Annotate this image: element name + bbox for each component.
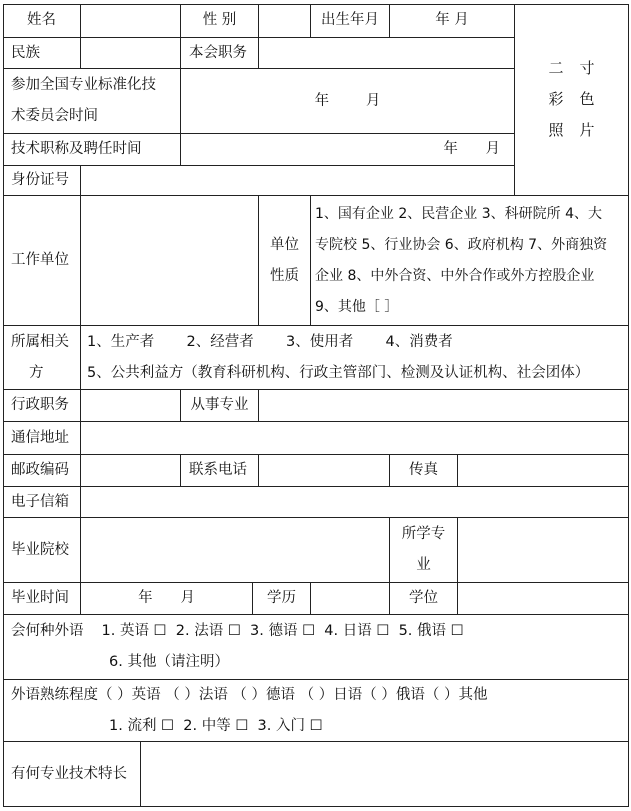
postcode-label: 邮政编码 [3, 455, 81, 487]
foreign-language-row[interactable] [3, 615, 629, 680]
phone-label: 联系电话 [181, 455, 259, 487]
major-label-line2: 业 [416, 557, 431, 573]
address-field[interactable] [81, 422, 629, 455]
admin-post-label: 行政职务 [3, 390, 81, 422]
major-field[interactable] [458, 518, 629, 583]
education-label: 学历 [253, 583, 311, 615]
id-number-label: 身份证号 [3, 166, 81, 196]
fax-field[interactable] [458, 455, 629, 487]
committee-time-label-line1: 参加全国专业标准化技 [11, 77, 156, 93]
title-time-label: 技术职称及聘任时间 [3, 134, 181, 166]
employer-nature-option-line2: 专院校 5、行业协会 6、政府机构 7、外商独资 [315, 236, 608, 253]
gender-field[interactable] [259, 4, 311, 38]
major-label-line1: 所学专 [401, 526, 446, 542]
employer-nature-option-line4: 9、其他［ ］ [315, 298, 399, 315]
grad-time-label: 毕业时间 [3, 583, 81, 615]
language-proficiency-row[interactable] [3, 680, 629, 742]
stakeholder-label [3, 326, 81, 390]
stakeholder-options[interactable] [81, 326, 629, 390]
stakeholder-label-line1: 所属相关 [11, 333, 69, 350]
phone-field[interactable] [259, 455, 390, 487]
ethnicity-field[interactable] [81, 38, 181, 69]
id-number-field[interactable] [81, 166, 515, 196]
foreign-language-options-line1: 1. 英语 ☐ 2. 法语 ☐ 3. 德语 ☐ 4. 日语 ☐ 5. 俄语 ☐ [101, 623, 464, 639]
employer-nature-option-line3: 企业 8、中外合资、中外合作或外方控股企业 [315, 267, 595, 284]
post-field[interactable] [259, 38, 515, 69]
photo-text-line1: 二寸 [548, 59, 611, 77]
school-label: 毕业院校 [3, 518, 81, 583]
gender-label: 性 别 [181, 4, 259, 38]
admin-post-field[interactable] [81, 390, 181, 422]
address-label: 通信地址 [3, 422, 81, 455]
title-time-field[interactable]: 年 月 [181, 134, 515, 166]
employer-nature-options[interactable] [311, 196, 629, 326]
foreign-language-options-line2: 6. 其他（请注明） [109, 654, 229, 670]
post-label: 本会职务 [181, 38, 259, 69]
birth-field[interactable]: 年 月 [390, 4, 515, 38]
employer-nature-label [259, 196, 311, 326]
name-label: 姓名 [3, 4, 81, 38]
committee-time-label-line2: 术委员会时间 [11, 108, 98, 124]
postcode-field[interactable] [81, 455, 181, 487]
email-field[interactable] [81, 487, 629, 518]
specialty-label: 从事专业 [181, 390, 259, 422]
degree-label: 学位 [390, 583, 458, 615]
foreign-language-label: 会何种外语 [11, 623, 84, 639]
committee-time-label [3, 69, 181, 134]
email-label: 电子信箱 [3, 487, 81, 518]
photo-box [515, 4, 629, 196]
stakeholder-option-line2: 5、公共利益方（教育科研机构、行政主管部门、检测及认证机构、社会团体） [87, 364, 590, 381]
employer-nature-option-line1: 1、国有企业 2、民营企业 3、科研院所 4、大 [315, 205, 602, 222]
employer-nature-label-line2: 性质 [270, 267, 299, 284]
specialty-field[interactable] [259, 390, 629, 422]
photo-text-line2: 彩色 [548, 90, 611, 108]
stakeholder-option-line1: 1、生产者 2、经营者 3、使用者 4、消费者 [87, 333, 453, 350]
major-label [390, 518, 458, 583]
name-field[interactable] [81, 4, 181, 38]
fax-label: 传真 [390, 455, 458, 487]
language-proficiency-line2: 1. 流利 ☐ 2. 中等 ☐ 3. 入门 ☐ [109, 717, 323, 734]
stakeholder-label-line2: 方 [29, 364, 44, 381]
ethnicity-label: 民族 [3, 38, 81, 69]
photo-text-line3: 照片 [548, 121, 611, 139]
birth-label: 出生年月 [311, 4, 390, 38]
committee-time-field[interactable]: 年 月 [181, 69, 515, 134]
education-field[interactable] [311, 583, 390, 615]
employer-nature-label-line1: 单位 [270, 236, 299, 253]
employer-field[interactable] [81, 196, 259, 326]
foreign-language-line1 [11, 616, 464, 647]
degree-field[interactable] [458, 583, 629, 615]
school-field[interactable] [81, 518, 390, 583]
expertise-field[interactable] [141, 742, 629, 807]
language-proficiency-line1: 外语熟练程度（ ）英语 （ ）法语 （ ）德语 （ ）日语（ ）俄语（ ）其他 [11, 686, 488, 703]
grad-time-field[interactable]: 年 月 [81, 583, 253, 615]
employer-label: 工作单位 [3, 196, 81, 326]
expertise-label: 有何专业技术特长 [3, 742, 141, 807]
